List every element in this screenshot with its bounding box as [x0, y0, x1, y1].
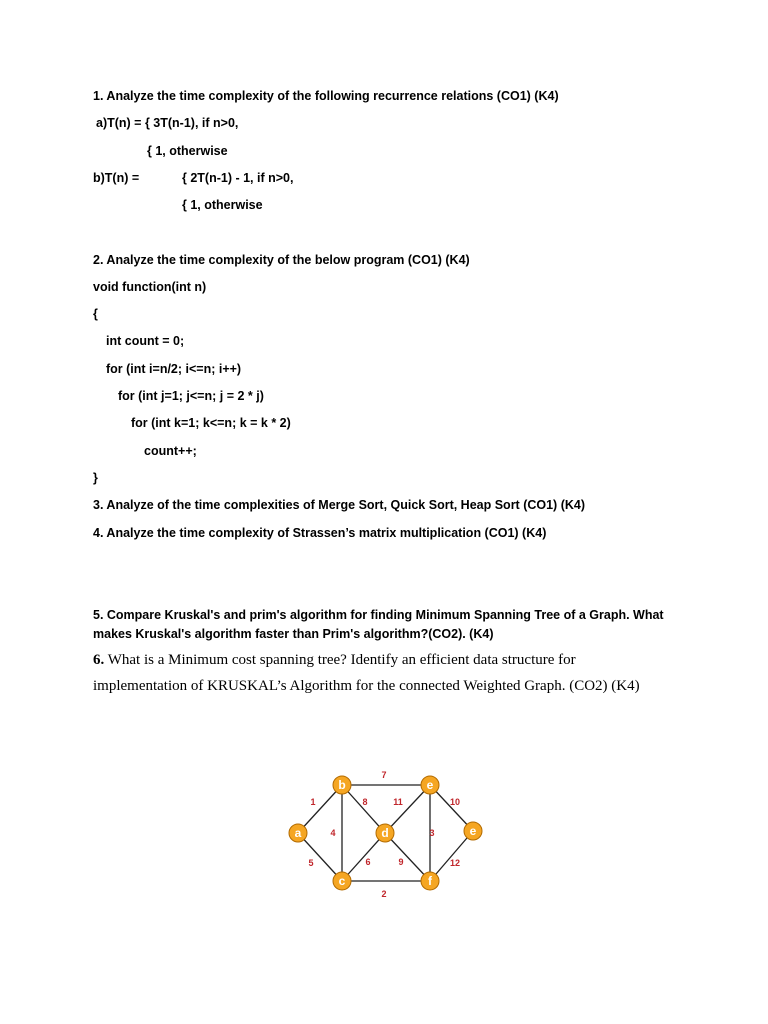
edge-weight: 6	[365, 857, 371, 867]
edge-weight: 10	[449, 797, 461, 807]
edge-weight: 9	[398, 857, 404, 867]
node-label: e	[469, 824, 477, 838]
q6-line1-text: What is a Minimum cost spanning tree? Identify an efficient data structure for	[104, 652, 576, 668]
node-label: a	[294, 826, 302, 840]
edge-a-b	[298, 785, 342, 833]
q6-line2: implementation of KRUSKAL’s Algorithm for the connected Weighted Graph. (CO2) (K4)	[93, 678, 640, 694]
q1-a-line1: a)T(n) = { 3T(n-1), if n>0,	[96, 116, 239, 130]
q6-line1	[93, 650, 576, 670]
code-line: for (int j=1; j<=n; j = 2 * j)	[118, 389, 264, 403]
edge-e-f2	[430, 831, 473, 881]
edge-weight: 12	[449, 858, 461, 868]
node-label: c	[338, 874, 346, 888]
edge-d-c	[342, 833, 385, 881]
code-line: {	[93, 307, 98, 321]
weighted-graph-figure	[270, 760, 490, 900]
code-line: void function(int n)	[93, 280, 207, 294]
graph-node	[421, 872, 439, 890]
edge-b-d	[342, 785, 385, 833]
q1-b-line2: { 1, otherwise	[182, 198, 263, 212]
graph-node	[333, 872, 351, 890]
graph-node	[376, 824, 394, 842]
q1-a-line2: { 1, otherwise	[147, 144, 228, 158]
q3-title: 3. Analyze of the time complexities of Merge Sort, Quick Sort, Heap Sort (CO1) (K4)	[93, 498, 585, 512]
edge-weight: 11	[393, 797, 403, 807]
edge-weight: 3	[429, 828, 435, 838]
code-line: }	[93, 471, 98, 485]
node-label: e	[426, 778, 434, 792]
node-label: d	[381, 826, 389, 840]
q1-b-line1: { 2T(n-1) - 1, if n>0,	[182, 171, 294, 185]
edge-d-f	[385, 833, 430, 881]
node-label: f	[428, 874, 432, 888]
edge-weight: 1	[310, 797, 316, 807]
edge-weight: 5	[308, 858, 314, 868]
graph-node	[421, 776, 439, 794]
edge-weight: 2	[381, 889, 387, 899]
graph-node	[289, 824, 307, 842]
q5-line2: makes Kruskal's algorithm faster than Prim's algorithm?(CO2). (K4)	[93, 627, 494, 641]
code-line: for (int i=n/2; i<=n; i++)	[106, 362, 242, 376]
q5-line1: 5. Compare Kruskal's and prim's algorithm for finding Minimum Spanning Tree of a Graph. What	[93, 608, 664, 622]
graph-node	[333, 776, 351, 794]
node-label: b	[338, 778, 346, 792]
edge-weight: 4	[330, 828, 336, 838]
q6-number: 6.	[93, 652, 105, 668]
code-line: int count = 0;	[106, 334, 185, 348]
code-line: for (int k=1; k<=n; k = k * 2)	[131, 416, 291, 430]
graph-node	[464, 822, 482, 840]
code-line: count++;	[144, 444, 197, 458]
q2-title: 2. Analyze the time complexity of the below program (CO1) (K4)	[93, 253, 470, 267]
q1-title: 1. Analyze the time complexity of the following recurrence relations (CO1) (K4)	[93, 89, 559, 103]
edge-weight: 7	[381, 770, 387, 780]
graph-nodes	[289, 776, 482, 890]
q4-title: 4. Analyze the time complexity of Strassen’s matrix multiplication (CO1) (K4)	[93, 526, 547, 540]
edge-weight: 8	[362, 797, 368, 807]
edge-a-c	[298, 833, 342, 881]
q1-b-label: b)T(n) =	[93, 171, 140, 185]
edge-e-d	[385, 785, 430, 833]
